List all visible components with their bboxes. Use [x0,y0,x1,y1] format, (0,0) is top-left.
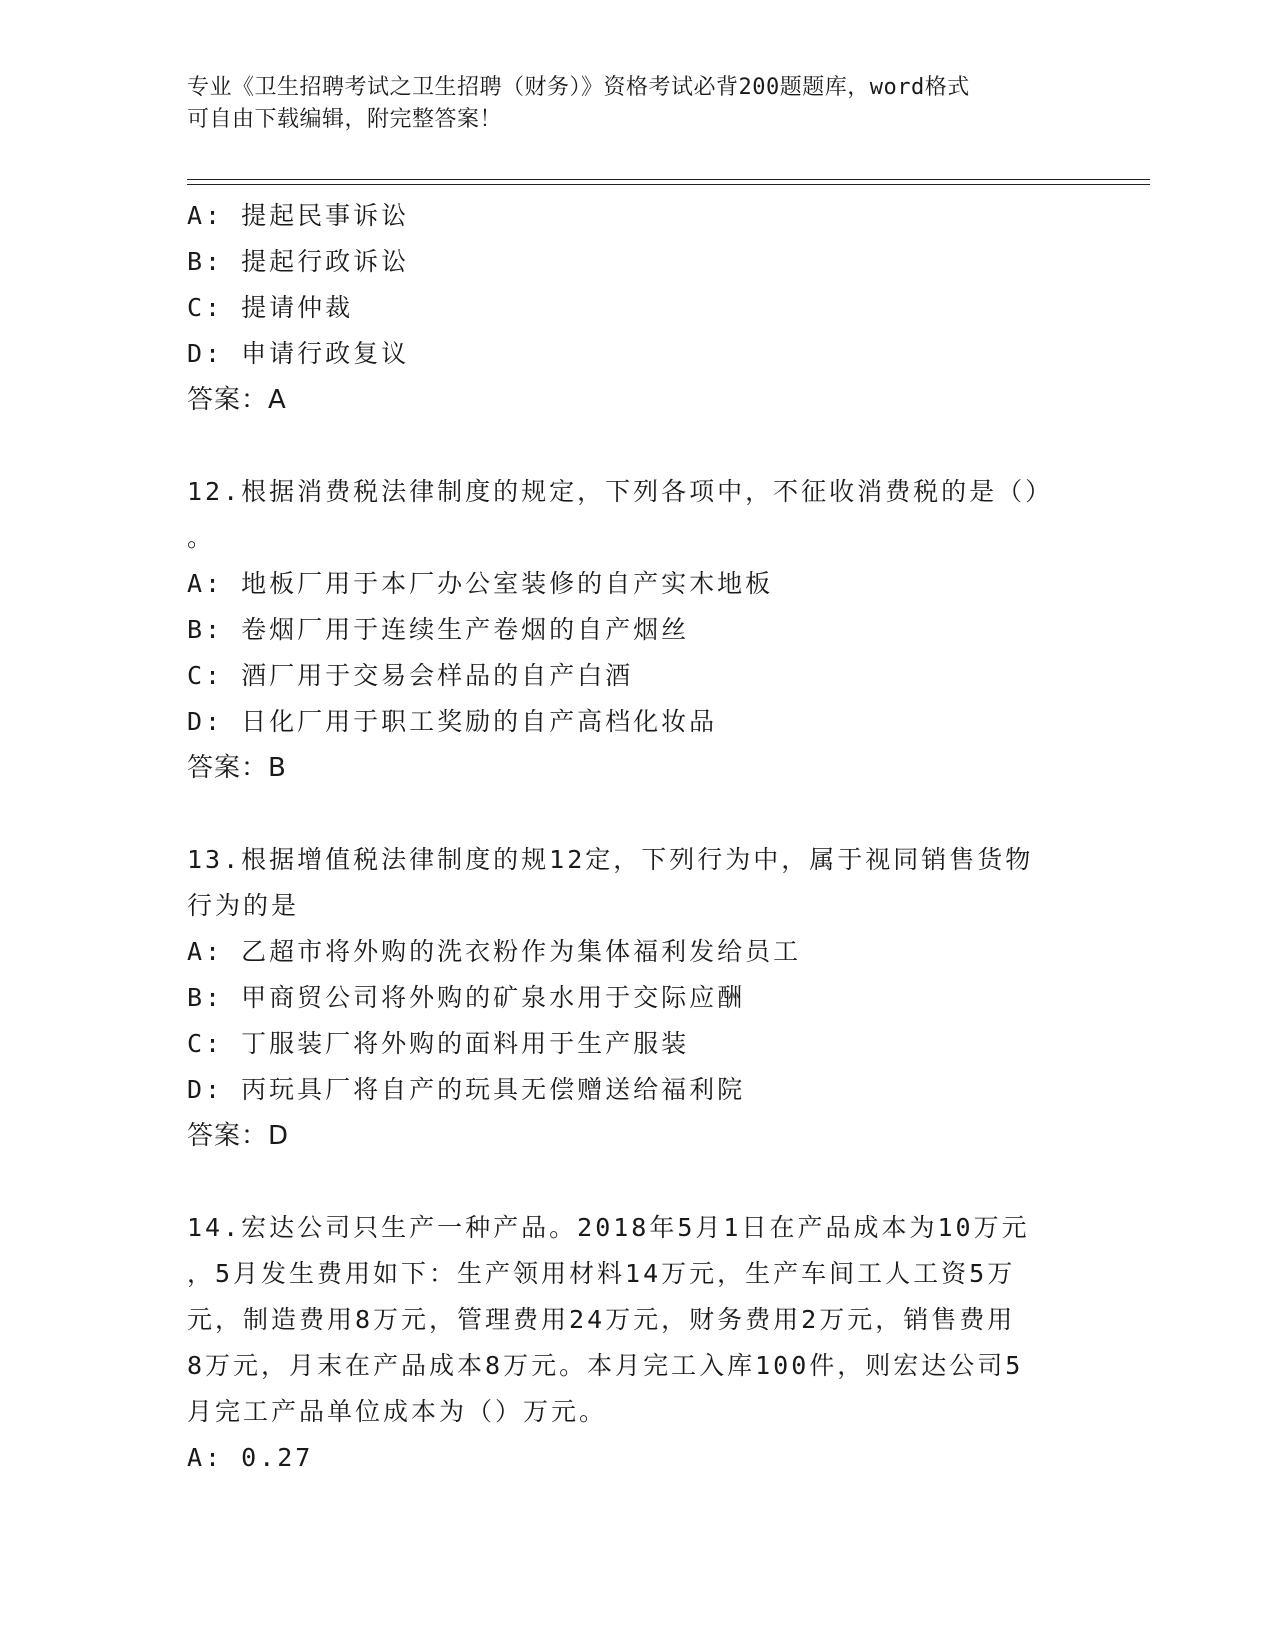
option-a: A: 提起民事诉讼 [187,201,410,230]
header-divider-bottom [187,184,1150,185]
option-b: B: 提起行政诉讼 [187,247,410,276]
question-stem-continued: 。 [187,523,216,552]
question-stem-continued: 行为的是 [187,891,300,920]
question-list [187,193,1087,1481]
question-stem-continued: 元，制造费用8万元，管理费用24万元，财务费用2万元，销售费用 [187,1305,1016,1334]
option-a: A: 0.27 [187,1443,314,1472]
spacer [187,1159,1087,1205]
answer: 答案：B [187,753,287,783]
option-c: C: 酒厂用于交易会样品的自产白酒 [187,661,634,690]
spacer [187,791,1087,837]
option-b: B: 卷烟厂用于连续生产卷烟的自产烟丝 [187,615,690,644]
question-12 [187,469,1087,791]
option-d: D: 丙玩具厂将自产的玩具无偿赠送给福利院 [187,1075,746,1104]
option-d: D: 申请行政复议 [187,339,410,368]
question-stem-continued: 月完工产品单位成本为（）万元。 [187,1397,608,1426]
header-line-2: 可自由下载编辑，附完整答案！ [187,107,503,132]
answer: 答案：D [187,1121,290,1151]
question-stem-continued: ，5月发生费用如下：生产领用材料14万元，生产车间工人工资5万 [187,1259,1016,1288]
header-line-1: 专业《卫生招聘考试之卫生招聘（财务）》资格考试必背200题题库，word格式 [187,75,970,100]
header-divider-top [187,179,1150,180]
option-b: B: 甲商贸公司将外购的矿泉水用于交际应酬 [187,983,746,1012]
document-header [187,72,1067,136]
question-stem: 14.宏达公司只生产一种产品。2018年5月1日在产品成本为10万元 [187,1213,1030,1242]
question-13 [187,837,1087,1159]
question-14 [187,1205,1087,1481]
question-stem: 12.根据消费税法律制度的规定，下列各项中，不征收消费税的是（） [187,477,1054,506]
spacer [187,423,1087,469]
question-stem: 13.根据增值税法律制度的规12定，下列行为中，属于视同销售货物 [187,845,1034,874]
option-c: C: 提请仲裁 [187,293,354,322]
option-a: A: 乙超市将外购的洗衣粉作为集体福利发给员工 [187,937,802,966]
option-c: C: 丁服装厂将外购的面料用于生产服装 [187,1029,690,1058]
option-d: D: 日化厂用于职工奖励的自产高档化妆品 [187,707,718,736]
question-stem-continued: 8万元，月末在产品成本8万元。本月完工入库100件，则宏达公司5 [187,1351,1024,1380]
question-11-options [187,193,1087,423]
answer: 答案：A [187,385,287,415]
option-a: A: 地板厂用于本厂办公室装修的自产实木地板 [187,569,774,598]
